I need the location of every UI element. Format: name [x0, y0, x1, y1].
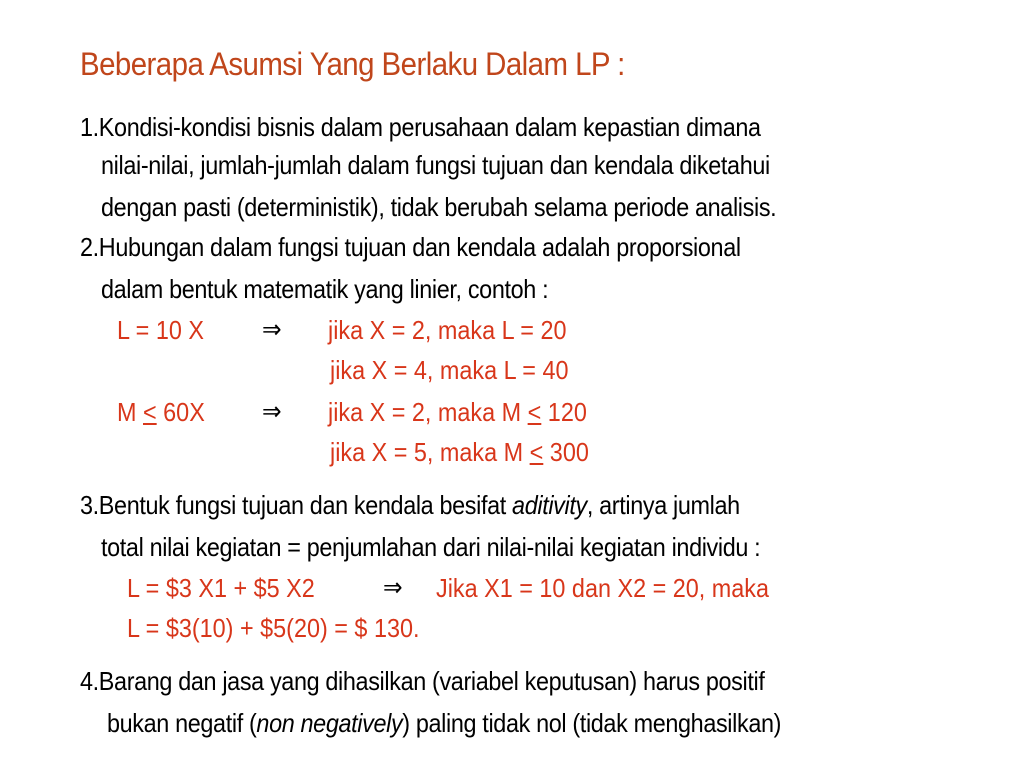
implies-arrow-icon: ⇒: [383, 573, 403, 603]
item3-example2: L = $3(10) + $5(20) = $ 130.: [127, 613, 420, 643]
item2-example2-rhs: jika X = 4, maka L = 40: [330, 355, 569, 385]
item3-example1-lhs: L = $3 X1 + $5 X2: [127, 573, 315, 603]
less-equal-symbol: <: [527, 397, 542, 427]
item2-line1: 2.Hubungan dalam fungsi tujuan dan kendala adalah proporsional: [80, 232, 741, 262]
example3-lhs-value: 60X: [156, 397, 205, 427]
item2-example3-lhs: [117, 397, 205, 427]
item1-line3: dengan pasti (deterministik), tidak berubah selama periode analisis.: [101, 192, 777, 222]
less-equal-symbol: <: [529, 437, 544, 467]
example3-rhs-value: 120: [541, 397, 587, 427]
item2-example1-rhs: jika X = 2, maka L = 20: [328, 315, 567, 345]
item2-example3-rhs: [328, 397, 587, 427]
item2-example4-rhs: [330, 437, 589, 467]
implies-arrow-icon: ⇒: [262, 397, 282, 427]
item3-line1: [80, 490, 740, 520]
less-equal-symbol: <: [143, 397, 157, 427]
item3-example1-rhs: Jika X1 = 10 dan X2 = 20, maka: [436, 573, 770, 603]
item2-line2: dalam bentuk matematik yang linier, contoh :: [101, 274, 549, 304]
item4-line2-term: non negatively: [256, 708, 403, 738]
example4-rhs-value: 300: [543, 437, 589, 467]
slide-title: Beberapa Asumsi Yang Berlaku Dalam LP :: [80, 46, 625, 82]
item3-line2: total nilai kegiatan = penjumlahan dari nilai-nilai kegiatan individu :: [101, 532, 761, 562]
implies-arrow-icon: ⇒: [262, 315, 282, 345]
item2-example1-lhs: L = 10 X: [117, 315, 204, 345]
item1-line2: nilai-nilai, jumlah-jumlah dalam fungsi tujuan dan kendala diketahui: [101, 150, 770, 180]
example3-lhs-var: M: [117, 397, 144, 427]
item4-line2-text: bukan negatif (: [107, 708, 257, 738]
item4-line2: [107, 708, 781, 738]
example3-rhs-text: jika X = 2, maka M: [328, 397, 528, 427]
item3-line1-rest: , artinya jumlah: [586, 490, 740, 520]
item4-line1: 4.Barang dan jasa yang dihasilkan (variabel keputusan) harus positif: [80, 666, 765, 696]
item1-line1: 1.Kondisi-kondisi bisnis dalam perusahaan dalam kepastian dimana: [80, 112, 761, 142]
item4-line2-rest: ) paling tidak nol (tidak menghasilkan): [402, 708, 782, 738]
example4-rhs-text: jika X = 5, maka M: [330, 437, 530, 467]
item3-line1-term: aditivity: [512, 490, 587, 520]
item3-line1-text: 3.Bentuk fungsi tujuan dan kendala besifat: [80, 490, 513, 520]
